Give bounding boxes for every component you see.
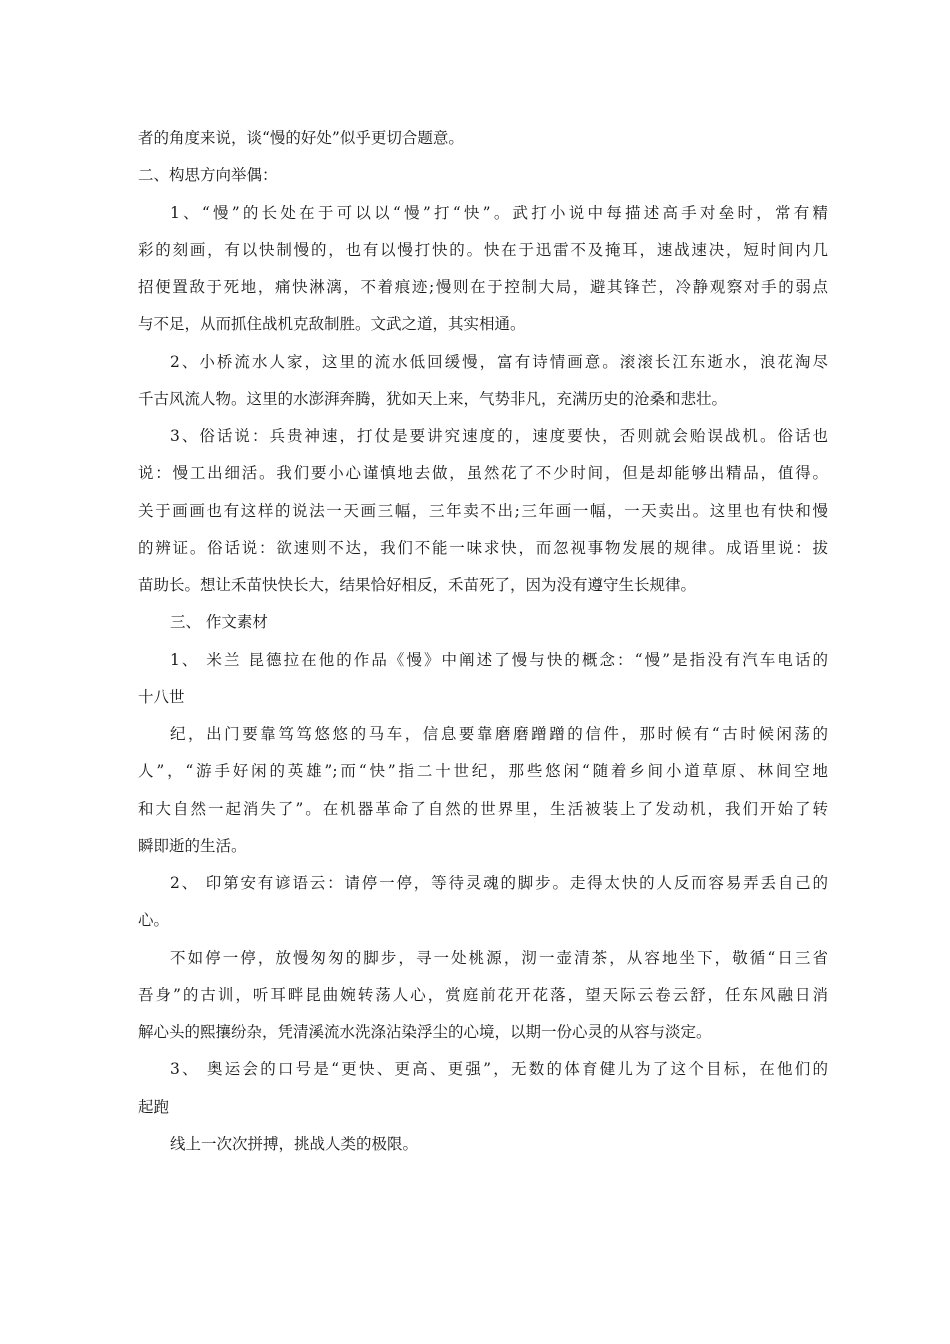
paragraph-line: 2、小桥流水人家，这里的流水低回缓慢，富有诗情画意。滚滚长江东逝水，浪花淘尽	[170, 353, 828, 371]
paragraph-line: 1、 米兰 昆德拉在他的作品《慢》中阐述了慢与快的概念：“慢”是指没有汽车电话的	[170, 651, 828, 669]
paragraph-line: 的辨证。俗话说：欲速则不达，我们不能一味求快，而忽视事物发展的规律。成语里说：拔	[138, 539, 828, 557]
paragraph-line: 与不足，从而抓住战机克敌制胜。文武之道，其实相通。	[138, 315, 526, 333]
paragraph-line: 瞬即逝的生活。	[138, 837, 247, 855]
paragraph-line: 纪，出门要靠笃笃悠悠的马车，信息要靠磨磨蹭蹭的信件，那时候有“古时候闲荡的	[170, 725, 828, 743]
paragraph-line: 十八世	[138, 688, 185, 706]
paragraph-line: 线上一次次拼搏，挑战人类的极限。	[170, 1135, 419, 1153]
paragraph-line: 说：慢工出细活。我们要小心谨慎地去做，虽然花了不少时间，但是却能够出精品，值得。	[138, 464, 828, 482]
section-heading: 二、构思方向举偶：	[138, 166, 278, 184]
text-line: 者的角度来说，谈“慢的好处”似乎更切合题意。	[138, 129, 464, 147]
paragraph-line: 彩的刻画，有以快制慢的，也有以慢打快的。快在于迅雷不及掩耳，速战速决，短时间内几	[138, 241, 828, 259]
paragraph-line: 苗助长。想让禾苗快快长大，结果恰好相反，禾苗死了，因为没有遵守生长规律。	[138, 576, 697, 594]
paragraph-line: 3、 奥运会的口号是“更快、更高、更强”，无数的体育健儿为了这个目标，在他们的	[170, 1060, 828, 1078]
paragraph-line: 招便置敌于死地，痛快淋漓，不着痕迹;慢则在于控制大局，避其锋芒，冷静观察对手的弱点	[138, 278, 828, 296]
paragraph-line: 吾身”的古训，听耳畔昆曲婉转荡人心，赏庭前花开花落，望天际云卷云舒，任东风融日消	[138, 986, 828, 1004]
paragraph-line: 1、“慢”的长处在于可以以“慢”打“快”。武打小说中每描述高手对垒时，常有精	[170, 204, 828, 222]
paragraph-line: 起跑	[138, 1098, 170, 1116]
paragraph-line: 千古风流人物。这里的水澎湃奔腾，犹如天上来，气势非凡，充满历史的沧桑和悲壮。	[138, 390, 728, 408]
paragraph-line: 和大自然一起消失了”。在机器革命了自然的世界里，生活被装上了发动机，我们开始了转	[138, 800, 828, 818]
paragraph-line: 心。	[138, 911, 170, 929]
section-heading: 三、 作文素材	[170, 613, 268, 631]
paragraph-line: 关于画画也有这样的说法一天画三幅，三年卖不出;三年画一幅，一天卖出。这里也有快和慢	[138, 502, 828, 520]
paragraph-line: 2、 印第安有谚语云：请停一停，等待灵魂的脚步。走得太快的人反而容易弄丢自己的	[170, 874, 828, 892]
paragraph-line: 人”，“游手好闲的英雄”;而“快”指二十世纪，那些悠闲“随着乡间小道草原、林间空地	[138, 762, 828, 780]
paragraph-line: 解心头的熙攘纷杂，凭清溪流水洗涤沾染浮尘的心境，以期一份心灵的从容与淡定。	[138, 1023, 712, 1041]
paragraph-line: 不如停一停，放慢匆匆的脚步，寻一处桃源，沏一壶清茶，从容地坐下，敬循“日三省	[170, 949, 828, 967]
paragraph-line: 3、俗话说：兵贵神速，打仗是要讲究速度的，速度要快，否则就会贻误战机。俗话也	[170, 427, 828, 445]
